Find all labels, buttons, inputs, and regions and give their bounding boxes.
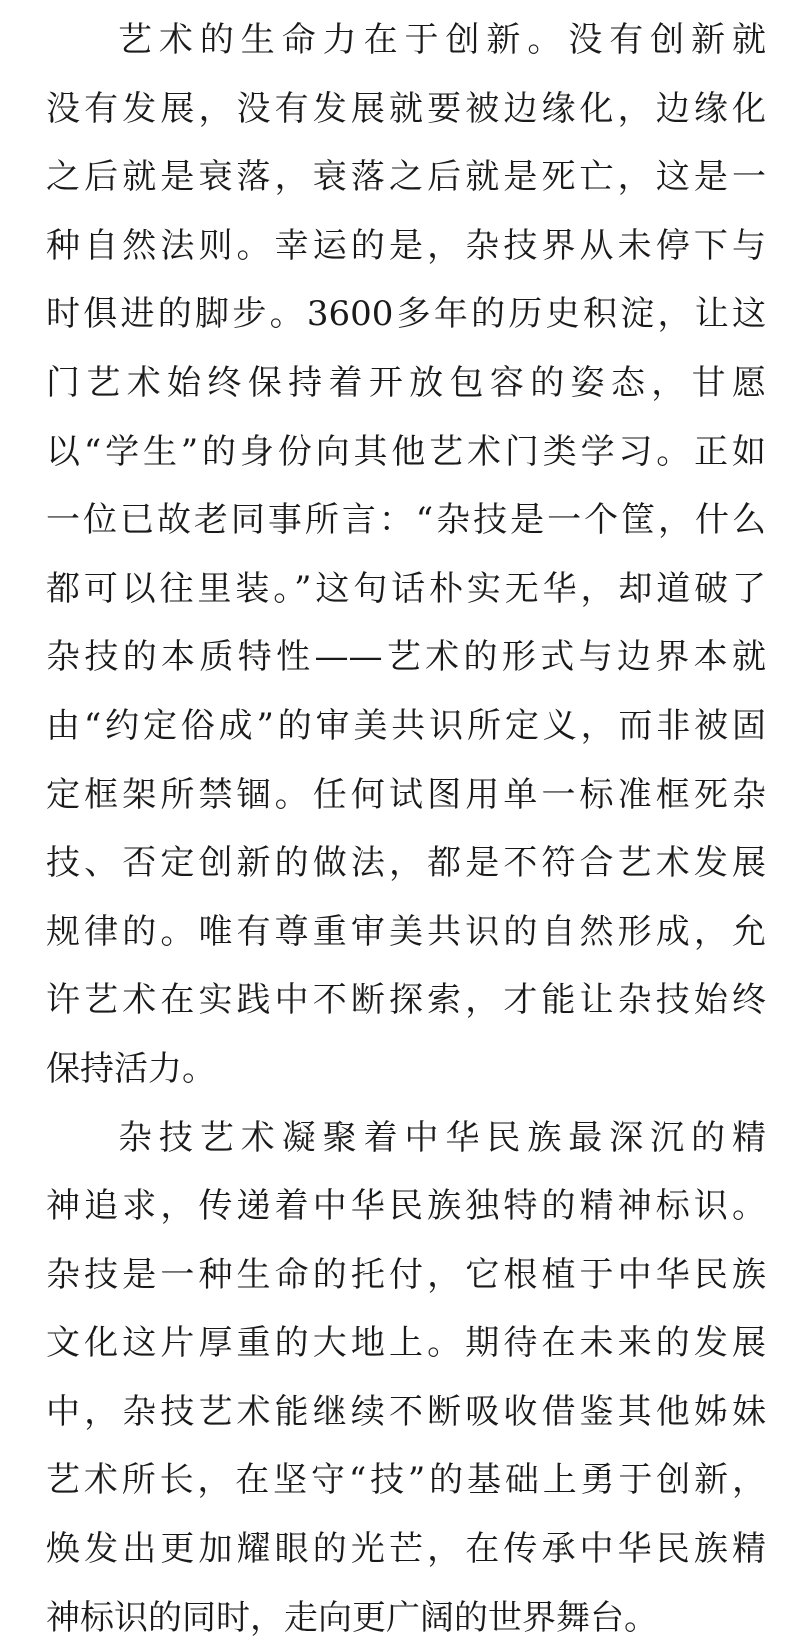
text-line: 保持活力。: [46, 1035, 766, 1104]
text-line: 门艺术始终保持着开放包容的姿态，甘愿: [46, 349, 766, 418]
text-line: 焕发出更加耀眼的光芒，在传承中华民族精: [46, 1515, 766, 1584]
text-line: 规律的。唯有尊重审美共识的自然形成，允: [46, 898, 766, 967]
text-line: 艺术的生命力在于创新。没有创新就: [46, 6, 766, 75]
text-line: 神追求，传递着中华民族独特的精神标识。: [46, 1172, 766, 1241]
paragraph-2: [46, 1104, 766, 1652]
text-line: 技、否定创新的做法，都是不符合艺术发展: [46, 829, 766, 898]
text-line: 由“约定俗成”的审美共识所定义，而非被固: [46, 692, 766, 761]
text-line: 都可以往里装。”这句话朴实无华，却道破了: [46, 555, 766, 624]
text-line: 杂技艺术凝聚着中华民族最深沉的精: [46, 1104, 766, 1173]
text-line: 中，杂技艺术能继续不断吸收借鉴其他姊妹: [46, 1378, 766, 1447]
article-body: [46, 6, 766, 1652]
text-line: 之后就是衰落，衰落之后就是死亡，这是一: [46, 143, 766, 212]
text-line: 一位已故老同事所言：“杂技是一个筐，什么: [46, 486, 766, 555]
text-line: 杂技的本质特性——艺术的形式与边界本就: [46, 623, 766, 692]
text-line: 神标识的同时，走向更广阔的世界舞台。: [46, 1584, 766, 1652]
text-line: 定框架所禁锢。任何试图用单一标准框死杂: [46, 761, 766, 830]
text-line: 艺术所长，在坚守“技”的基础上勇于创新，: [46, 1446, 766, 1515]
text-line: 没有发展，没有发展就要被边缘化，边缘化: [46, 75, 766, 144]
paragraph-1: [46, 6, 766, 1104]
text-line: 时俱进的脚步。3600多年的历史积淀，让这: [46, 280, 766, 349]
text-line: 文化这片厚重的大地上。期待在未来的发展: [46, 1309, 766, 1378]
text-line: 杂技是一种生命的托付，它根植于中华民族: [46, 1241, 766, 1310]
text-line: 种自然法则。幸运的是，杂技界从未停下与: [46, 212, 766, 281]
text-line: 以“学生”的身份向其他艺术门类学习。正如: [46, 418, 766, 487]
text-line: 许艺术在实践中不断探索，才能让杂技始终: [46, 966, 766, 1035]
